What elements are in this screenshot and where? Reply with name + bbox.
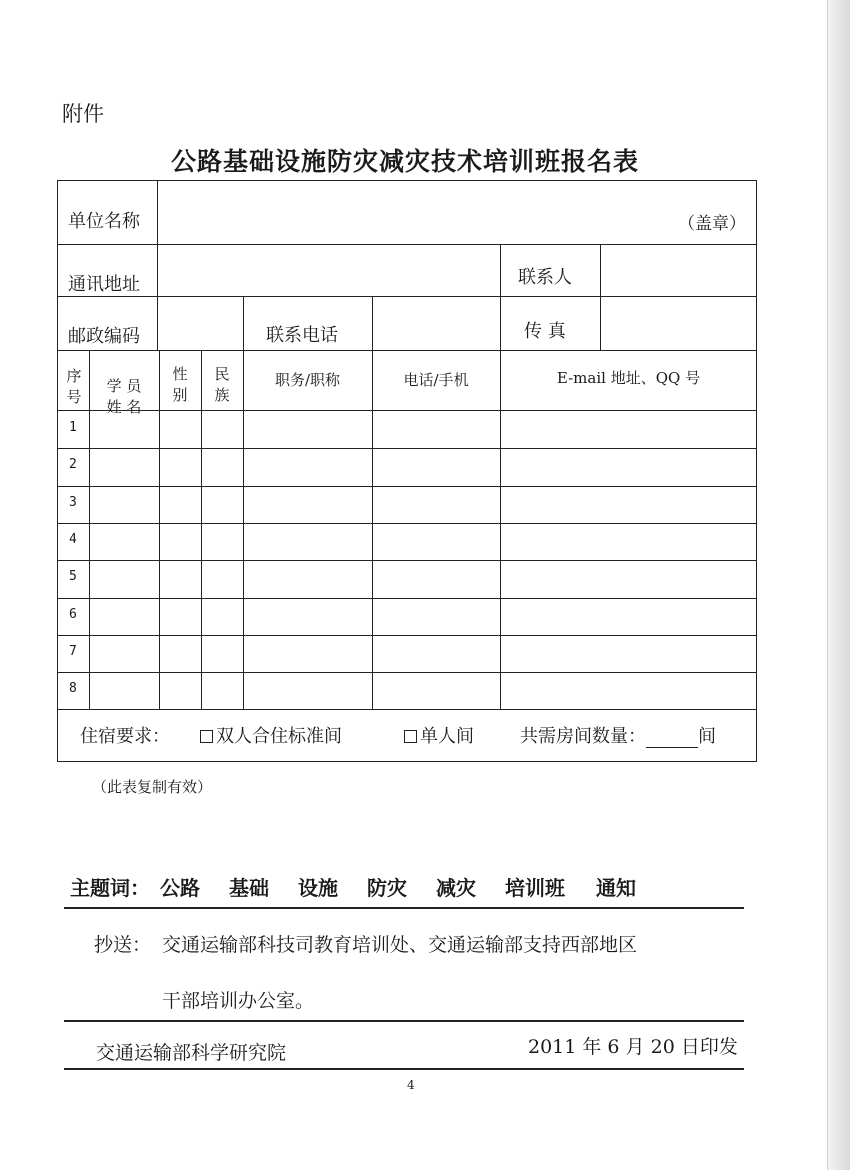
contact-phone-label: 联系电话 — [266, 325, 338, 346]
attachment-label: 附件 — [62, 102, 104, 126]
keywords-label: 主题词： — [70, 876, 150, 900]
table-rule — [57, 598, 757, 599]
table-rule — [57, 448, 757, 449]
keyword: 设施 — [298, 876, 338, 900]
issuer: 交通运输部科学研究院 — [96, 1042, 287, 1064]
contact-person-label: 联系人 — [518, 267, 572, 288]
seal-label: （盖章） — [678, 214, 746, 234]
room-count-field — [520, 722, 716, 748]
accommodation-label: 住宿要求： — [80, 726, 170, 747]
keyword: 防灾 — [367, 876, 407, 900]
column-header-name: 学 员 姓 名 — [106, 377, 142, 416]
double-room-label: 双人合住标准间 — [216, 726, 342, 747]
keyword: 公路 — [160, 876, 200, 900]
column-header-gender: 性 别 — [172, 365, 188, 404]
double-room-option[interactable] — [200, 722, 342, 748]
table-rule — [57, 635, 757, 636]
single-room-option[interactable] — [404, 722, 474, 748]
keyword: 通知 — [596, 876, 636, 900]
table-rule — [57, 560, 757, 561]
page-number: 4 — [407, 1078, 415, 1092]
row-number: 3 — [69, 495, 77, 510]
row-number: 1 — [69, 420, 77, 435]
cc-label: 抄送： — [94, 934, 152, 956]
row-number: 6 — [69, 607, 77, 622]
row-number: 2 — [69, 457, 77, 472]
table-rule — [57, 672, 757, 673]
room-count-label: 共需房间数量： — [520, 726, 646, 747]
column-header-seq: 序 号 — [66, 367, 82, 406]
table-rule — [57, 244, 757, 245]
unit-name-label: 单位名称 — [68, 211, 140, 232]
column-header-email: E-mail 地址、QQ 号 — [556, 369, 701, 387]
room-count-unit: 间 — [698, 726, 716, 747]
copy-note: （此表复制有效） — [92, 778, 213, 796]
table-rule — [372, 296, 373, 350]
double-room-checkbox[interactable] — [200, 730, 213, 743]
table-rule — [57, 350, 757, 351]
divider — [64, 1020, 744, 1022]
keyword: 基础 — [229, 876, 269, 900]
row-number: 7 — [69, 644, 77, 659]
table-rule — [600, 244, 601, 350]
column-header-phone: 电话/手机 — [403, 371, 469, 389]
column-header-position: 职务/职称 — [274, 371, 341, 389]
table-rule — [57, 486, 757, 487]
table-rule — [57, 296, 757, 297]
cc-line-1: 交通运输部科技司教育培训处、交通运输部支持西部地区 — [162, 934, 638, 956]
room-count-blank[interactable] — [646, 729, 698, 748]
row-number: 5 — [69, 569, 77, 584]
fax-label: 传 真 — [524, 321, 566, 342]
table-rule — [500, 350, 501, 709]
column-header-ethnicity: 民 族 — [214, 365, 230, 404]
table-rule — [57, 709, 757, 710]
cc-line-2: 干部培训办公室。 — [162, 990, 315, 1012]
divider — [64, 907, 744, 909]
table-rule — [157, 180, 158, 350]
address-label: 通讯地址 — [68, 274, 140, 295]
table-rule — [57, 523, 757, 524]
table-rule — [57, 410, 757, 411]
keyword: 减灾 — [436, 876, 476, 900]
single-room-checkbox[interactable] — [404, 730, 417, 743]
row-number: 4 — [69, 532, 77, 547]
postal-code-label: 邮政编码 — [68, 326, 140, 347]
keyword: 培训班 — [505, 876, 565, 900]
issue-date: 2011 年 6 月 20 日印发 — [528, 1036, 738, 1058]
table-rule — [243, 350, 244, 709]
table-rule — [372, 350, 373, 709]
scan-page-edge — [827, 0, 850, 1170]
divider — [64, 1068, 744, 1070]
row-number: 8 — [69, 681, 77, 696]
form-title: 公路基础设施防灾减灾技术培训班报名表 — [170, 147, 639, 176]
table-rule — [500, 244, 501, 350]
table-frame — [57, 180, 757, 762]
table-rule — [243, 296, 244, 350]
single-room-label: 单人间 — [420, 726, 474, 747]
